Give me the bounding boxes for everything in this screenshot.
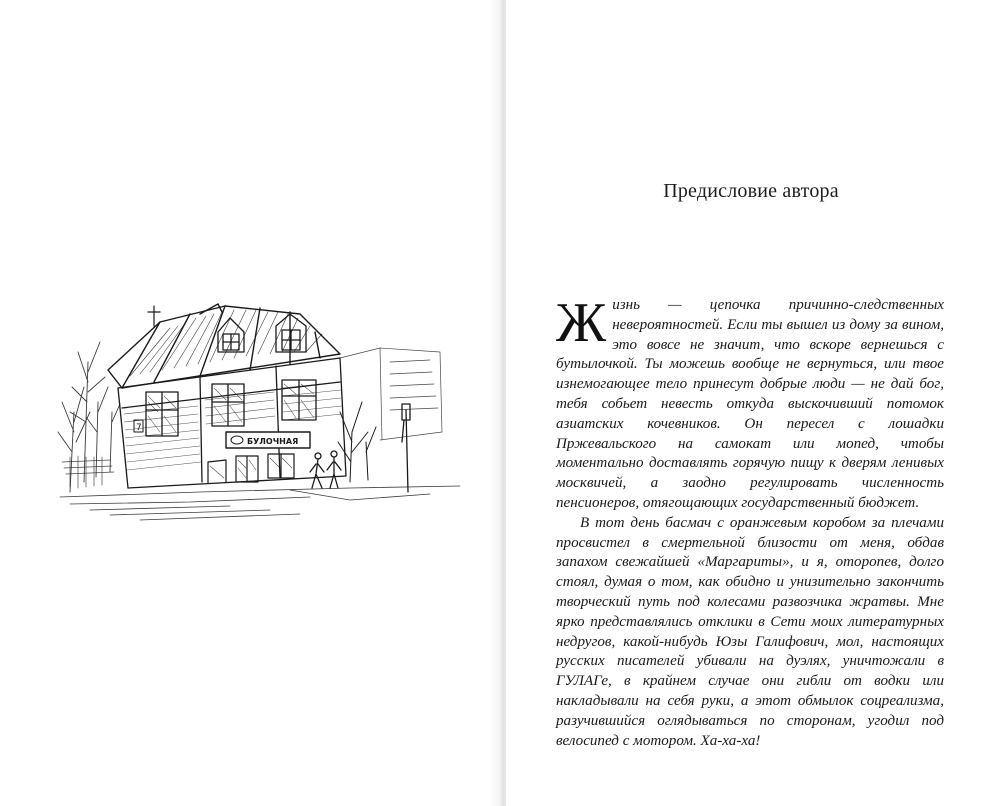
- right-page: [506, 0, 996, 806]
- paragraph-1: [556, 292, 944, 514]
- paragraph-2: В тот день басмач с оранжевым коробом за плечами просвистел в смертельной близости от меня, обдав запахом свежайшей «Маргариты», и я, оторопев, долго стоял, думая о том, как обидно и унизительно закончить творческий путь под колесами развозчика жратвы. Мне ярко представлялись отклики в Сети моих литературных недругов, какой-нибудь Юзы Галифович, мол, настоящих русских писателей убивали на дуэлях, уничтожали в ГУЛАГе, в крайнем случае они гибли от водки или накладывали на себя руки, а этот обмылок соцреализма, разучившийся оглядываться по сторонам, угодил под велосипед с мотором. Ха-ха-ха!: [556, 514, 944, 749]
- shop-sign-text: БУЛОЧНАЯ: [247, 437, 299, 446]
- preface-title: Предисловие автора: [663, 180, 839, 202]
- drop-cap-letter: Ж: [556, 292, 607, 354]
- preface-body: [556, 292, 944, 751]
- house-sketch-illustration: [50, 292, 470, 537]
- paragraph-1-text: изнь — цепочка причинно-следственных невероятностей. Если ты вышел из дому за вином, это вовсе не значит, что вскоре вернешься с бутылочкой. Ты можешь вообще не вернуться, или твое изнемогающее тело принесут добрые люди — не дай бог, тебя собьет невесть откуда выскочивший потомок азиатских кочевников. Он пересел с лошадки Пржевальского на самокат или мопед, чтобы моментально доставлять горячую пищу к дверям ленивых москвичей, а заодно регулировать численность пенсионеров, отягощающих государственный бюджет.: [556, 297, 944, 511]
- house-number-text: 7: [136, 423, 142, 433]
